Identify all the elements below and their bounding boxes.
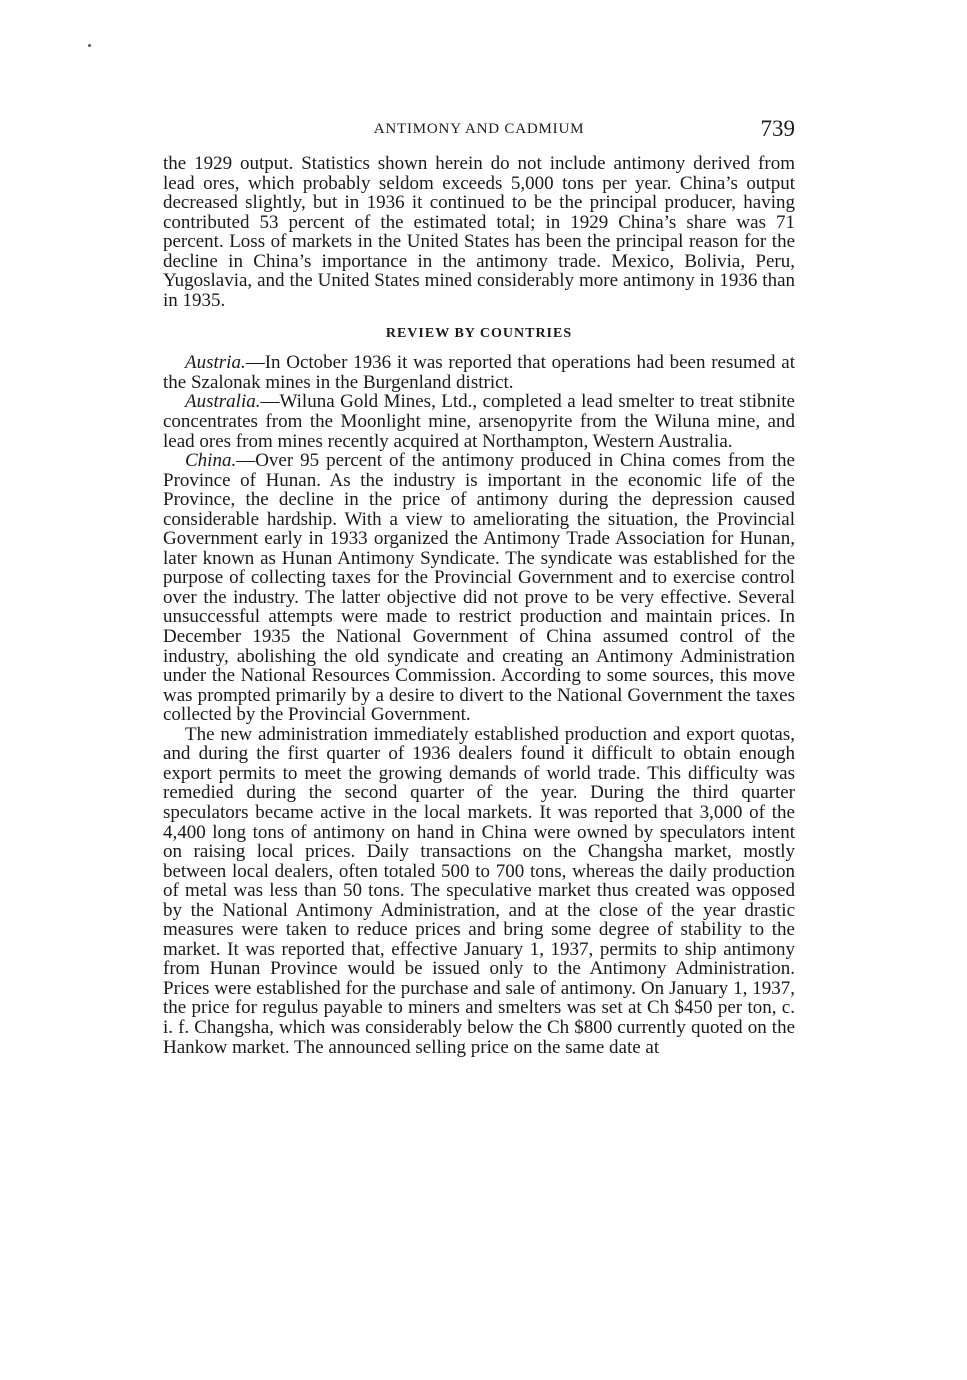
country-paragraph-austria [163,353,795,392]
country-text-australia: —Wiluna Gold Mines, Ltd., completed a lead smelter to treat stibnite concentrates from the Moonlight mine, arsenopyrite from the Wiluna mine, and lead ores from mines recently acquired at Northampton, Western Australia. [163,391,795,452]
country-paragraph-australia [163,392,795,451]
running-header [163,118,795,148]
country-name-austria: Austria. [185,352,246,374]
country-paragraph-china [163,451,795,725]
running-title: ANTIMONY AND CADMIUM [373,121,585,137]
country-name-australia: Australia. [185,391,261,413]
intro-paragraph: the 1929 output. Statistics shown herein do not include antimony derived from lead ores, which probably seldom exceeds 5,000 tons per year. China’s output decreased slightly, but in 1936 it continued to be the principal producer, having contributed 53 percent of the estimated total; in 1929 China’s share was 71 percent. Loss of markets in the United States has been the principal reason for the decline in China’s importance in the antimony trade. Mexico, Bolivia, Peru, Yugoslavia, and the United States mined considerably more antimony in 1936 than in 1935. [163,153,795,311]
margin-speck-mark [88,44,91,47]
section-heading: REVIEW BY COUNTRIES [385,326,573,342]
country-name-china: China. [185,450,237,472]
closing-paragraph: The new administration immediately established production and export quotas, and during the first quarter of 1936 dealers found it difficult to obtain enough export permits to meet the growing demands of world trade. This difficulty was remedied during the second quarter of the year. During the third quarter speculators became active in the local markets. It was reported that 3,000 of the 4,400 long tons of antimony on hand in China were owned by speculators intent on raising local prices. Daily transactions on the Changsha market, mostly between local dealers, often totaled 500 to 700 tons, whereas the daily production of metal was less than 50 tons. The speculative market thus created was opposed by the National Antimony Administration, and at the close of the year drastic measures were taken to reduce prices and bring some degree of stability to the market. It was reported that, effective January 1, 1937, permits to ship antimony from Hunan Province would be issued only to the Antimony Administration. Prices were established for the purchase and sale of antimony. On January 1, 1937, the price for regulus payable to miners and smelters was set at Ch $450 per ton, c. i. f. Changsha, which was considerably below the Ch $800 currently quoted on the Hankow market. The announced selling price on the same date at [163,723,795,1058]
country-text-austria: —In October 1936 it was reported that operations had been resumed at the Szalonak mines in the Burgenland district. [163,352,795,393]
page-number: 739 [760,116,795,141]
body-text [163,154,795,1057]
country-text-china: —Over 95 percent of the antimony produced in China comes from the Province of Hunan. As the industry is important in the economic life of the Province, the decline in the price of antimony during the depression caused considerable hardship. With a view to ameliorating the situation, the Provincial Government early in 1933 organized the Antimony Trade Association for Hunan, later known as Hunan Antimony Syndicate. The syndicate was established for the purpose of collecting taxes for the Provincial Government and to exercise control over the industry. The latter objective did not prove to be very effective. Several unsuccessful attempts were made to restrict production and maintain prices. In December 1935 the National Government of China assumed control of the industry, abolishing the old syndicate and creating an Antimony Administration under the National Resources Commission. According to some sources, this move was prompted primarily by a desire to divert to the National Government the taxes collected by the Provincial Government. [163,450,795,726]
